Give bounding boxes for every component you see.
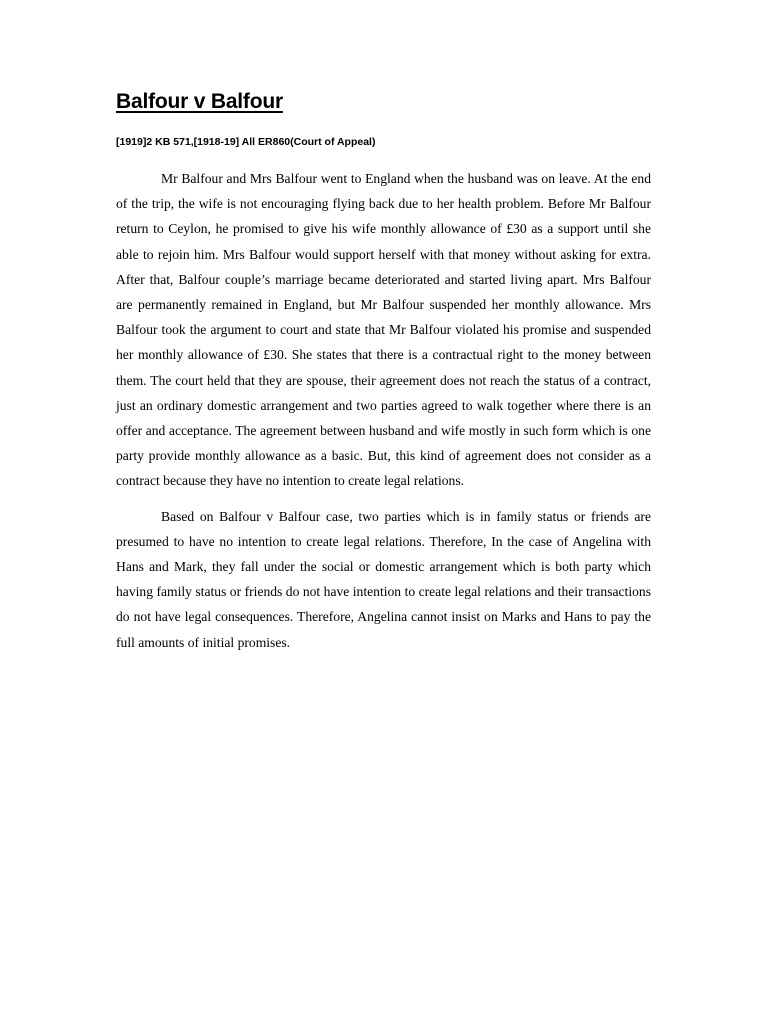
paragraph-application: Based on Balfour v Balfour case, two parties which is in family status or friends are presumed to have no intention to create legal relations. Therefore, In the case of Angelina with Hans and Mark, they fall under the social or domestic arrangement which is both party which having family status or friends do not have intention to create legal relations and their transactions do not have legal consequences. Therefore, Angelina cannot insist on Marks and Hans to pay the full amounts of initial promises.: [116, 508, 651, 650]
document-body: [116, 88, 651, 655]
paragraph-case-facts: Mr Balfour and Mrs Balfour went to England when the husband was on leave. At the end of the trip, the wife is not encouraging flying back due to her health problem. Before Mr Balfour return to Ceylon, he promised to give his wife monthly allowance of £30 as a support until she able to rejoin him. Mrs Balfour would support herself with that money without asking for extra. After that, Balfour couple’s marriage became deteriorated and started living apart. Mrs Balfour are permanently remained in England, but Mr Balfour suspended her monthly allowance. Mrs Balfour took the argument to court and state that Mr Balfour violated his promise and suspended her monthly allowance of £30. She states that there is a contractual right to the money between them. The court held that they are spouse, their agreement does not reach the status of a contract, just an ordinary domestic arrangement and two parties agreed to walk together where there is an offer and acceptance. The agreement between husband and wife mostly in such form which is one party provide monthly allowance as a basic. But, this kind of agreement does not consider as a contract because they have no intention to create legal relations.: [116, 171, 651, 489]
document-title: Balfour v Balfour: [116, 90, 283, 113]
case-citation: [1919]2 KB 571,[1918-19] All ER860(Court of Appeal): [116, 136, 376, 148]
